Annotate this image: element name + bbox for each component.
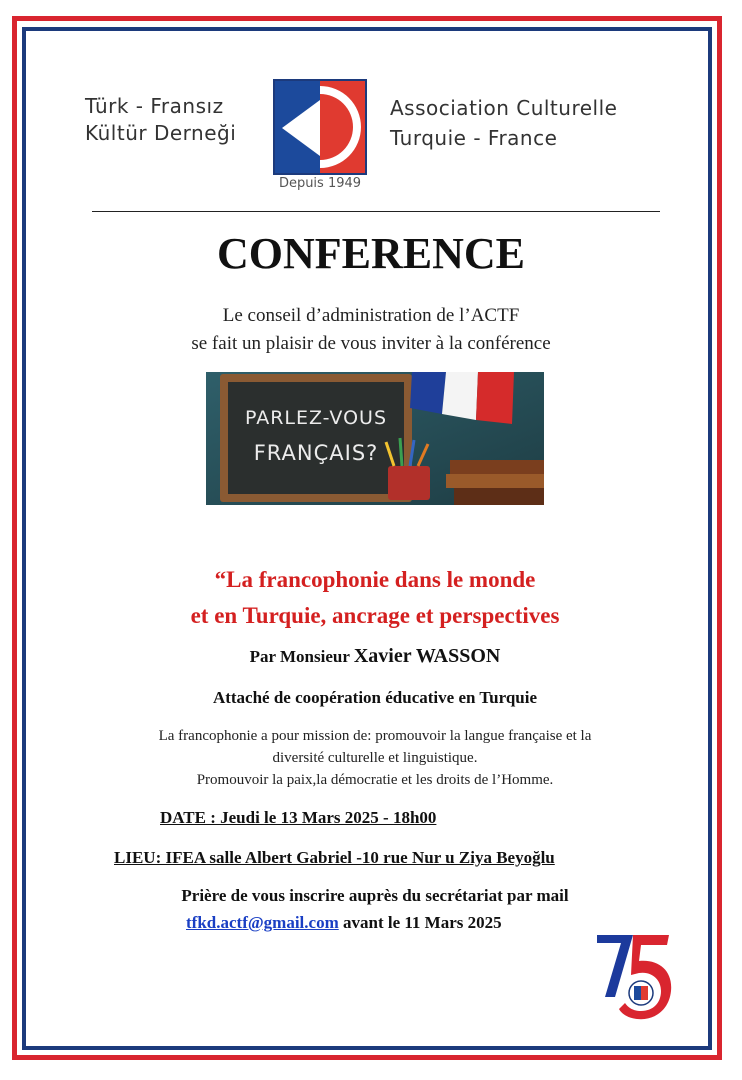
registration-deadline: avant le 11 Mars 2025 (342, 913, 502, 932)
chalk-text-line2: FRANÇAIS? (253, 441, 379, 465)
header-turkish-name (85, 93, 250, 147)
speaker-name: Xavier WASSON (353, 645, 501, 667)
speaker-role: Attaché de coopération éducative en Turquie (212, 688, 538, 707)
email-link[interactable]: tfkd.actf@gmail.com (186, 913, 339, 932)
mission-line3: Promouvoir la paix,la démocratie et les droits de l’Homme. (196, 772, 554, 788)
event-location: LIEU: IFEA salle Albert Gabriel -10 rue Nur u Ziya Beyoğlu (114, 848, 555, 867)
talk-title-line1: “La francophonie dans le monde (214, 567, 536, 592)
header-divider (92, 211, 660, 212)
conference-title (0, 562, 742, 634)
speaker-prefix: Par Monsieur (249, 647, 350, 666)
chalkboard-photo (206, 372, 544, 505)
75th-anniversary-logo (593, 925, 677, 1025)
book-stack (446, 460, 544, 505)
header-french-name (390, 93, 680, 153)
intro-line2: se fait un plaisir de vous inviter à la conférence (191, 333, 551, 354)
talk-title-line2: et en Turquie, ancrage et perspectives (190, 603, 560, 628)
header-right-line1: Association Culturelle (390, 96, 618, 120)
mission-statement (0, 725, 742, 791)
mission-line2: diversité culturelle et linguistique. (272, 750, 478, 766)
header-right-line2: Turquie - France (390, 126, 558, 150)
event-date: DATE : Jeudi le 13 Mars 2025 - 18h00 (160, 808, 437, 827)
page-title: CONFERENCE (216, 229, 526, 278)
header-left-line2: Kültür Derneği (85, 121, 237, 145)
speaker-line (0, 645, 742, 668)
header-left-line1: Türk - Fransız (85, 94, 224, 118)
association-logo (272, 78, 368, 176)
intro-line1: Le conseil d’administration de l’ACTF (222, 305, 520, 326)
logo-caption: Depuis 1949 (278, 176, 362, 191)
registration-line2 (186, 913, 502, 933)
mission-line1: La francophonie a pour mission de: promouvoir la langue française et la (158, 728, 592, 744)
invitation-intro (0, 302, 742, 358)
registration-text: Prière de vous inscrire auprès du secrétariat par mail (181, 886, 569, 905)
chalk-text-line1: PARLEZ-VOUS (244, 407, 388, 429)
